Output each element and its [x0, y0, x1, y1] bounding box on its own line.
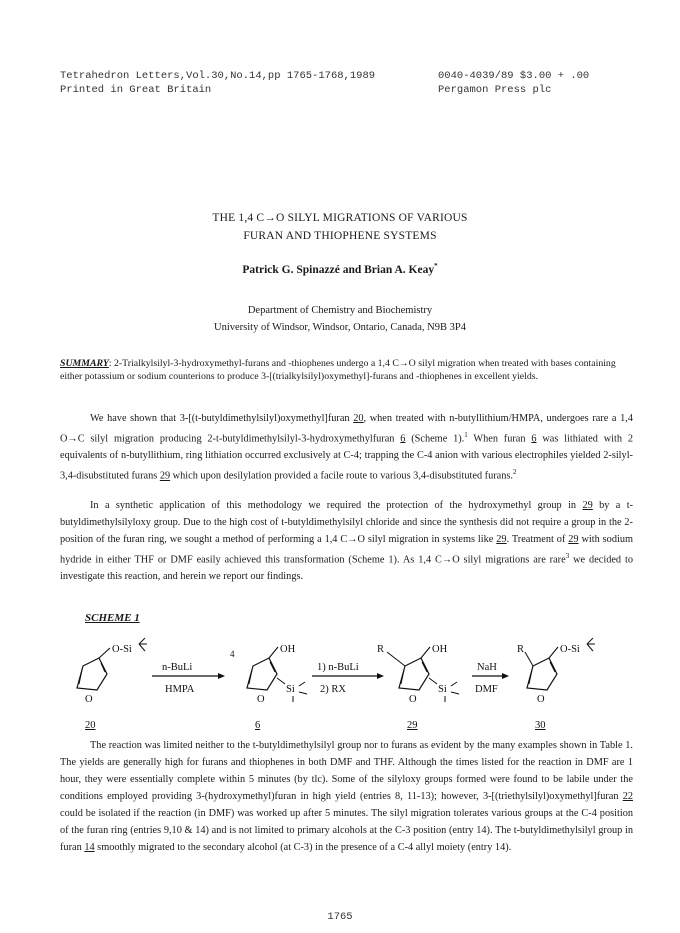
reagent-label: n-BuLi [162, 662, 193, 673]
reagent-label: HMPA [165, 684, 195, 695]
bond [429, 678, 437, 684]
bond [139, 644, 145, 651]
p2-text-c: . Treatment of [506, 534, 569, 545]
bond [451, 692, 459, 694]
p3-text-c: smoothly migrated to the secondary alcohol (at C-3) in the presence of a C-4 allyl moiety (entry 14). [94, 842, 512, 853]
reference-mark: 2 [512, 468, 517, 477]
hydroxyl-label: OH [432, 644, 448, 655]
compound-ref: 29 [159, 470, 171, 482]
page-number: 1765 [327, 911, 353, 923]
ring-oxygen: O [409, 694, 417, 705]
compound-ref: 6 [531, 433, 537, 445]
hydroxyl-label: OH [280, 644, 296, 655]
compound-number-29: 29 [407, 720, 418, 730]
body-paragraph-1 [60, 410, 633, 485]
compound-6-structure [230, 644, 307, 730]
summary-paragraph: SUMMARY: 2-Trialkylsilyl-3-hydroxymethyl-furans and -thiophenes undergo a 1,4 C→O silyl migration when treated with bases containing either potassium or sodium counterions to produce 3-[(trialkylsilyl)oxymethyl]-furans and -thiophenes in excellent yields. [60, 358, 616, 382]
reference-mark: 3 [565, 552, 570, 560]
p1-text-f: which upon desilylation provided a facile route to various 3,4-disubstituted furans. [170, 470, 513, 482]
author-line [0, 262, 680, 276]
author-1: Patrick G. Spinazzé [242, 263, 340, 276]
bond [299, 682, 305, 686]
corresponding-mark: * [434, 262, 438, 270]
compound-ref: 29 [568, 534, 579, 545]
compound-ref: 29 [496, 534, 507, 545]
reagent-label: DMF [475, 684, 498, 695]
compound-ref: 20 [353, 413, 364, 424]
bond [421, 647, 430, 658]
compound-20-structure [77, 638, 147, 730]
compound-ref: 6 [400, 433, 406, 445]
bond [549, 647, 558, 658]
bond [587, 644, 593, 651]
double-bond [422, 662, 427, 672]
summary-label: SUMMARY [60, 358, 109, 369]
p2-text-b: by a t-butyldimethylsilyloxy group. Due to the high cost of t-butyldimethylsilyl chloride and since the synthesis did not require a group in the 2-position of the furan ring, we sought a method of performing a 1,4 C→O silyl migration in systems like [60, 500, 634, 545]
substituent-r: R [377, 644, 385, 655]
bond [451, 682, 457, 686]
p2-text-e: we decided to investigate this reaction, and herein we report our findings. [60, 554, 633, 583]
p1-text-c: (Scheme 1). [405, 433, 465, 445]
bond [387, 652, 405, 666]
article-title-line2: FURAN AND THIOPHENE SYSTEMS [243, 230, 437, 242]
compound-number-30: 30 [535, 720, 546, 730]
arrowhead [377, 673, 384, 679]
substituent-r: R [517, 644, 525, 655]
reaction-arrow-2 [312, 662, 384, 695]
reagent-label: NaH [477, 662, 497, 673]
compound-ref: 22 [622, 791, 633, 802]
article-title-line1: THE 1,4 C→O SILYL MIGRATIONS OF VARIOUS [212, 212, 468, 224]
ring-oxygen: O [537, 694, 545, 705]
bond [525, 652, 533, 666]
p3-text-b: could be isolated if the reaction (in DMF) was worked up after 5 minutes. The silyl migration tolerates various groups at the C-4 position of the furan ring (entries 9,10 & 14) and is not limited to primary alcohols at the C-3 position (entry 14). The t-butyldimethylsilyl group in furan [60, 808, 633, 853]
compound-ref: 29 [582, 500, 593, 511]
bond [99, 648, 110, 658]
p1-text-b: , when treated with n-butyllithium/HMPA, undergoes rare a 1,4 O→C silyl migration producing 2-t-butyldimethylsilyl-3-hydroxymethylfuran [60, 413, 633, 445]
p2-text-a: In a synthetic application of this methodology we required the protection of the hydroxymethyl group in [90, 500, 583, 511]
issn-price: 0040-4039/89 $3.00 + .00 [438, 70, 590, 82]
p3-text-a: The reaction was limited neither to the t-butyldimethylsilyl group nor to furans as evident by the many examples shown in Table 1. The yields are generally high for furans and thiophenes in both DMF and THF. Although the times listed for the reaction in DMF are 1 hour, they were essentially complete within 5 minutes (by tlc). Some of the silyloxy groups formed were found to be labile under the conditions employed providing 3-(hydroxymethyl)furan in high yield (entries 8, 11-13); however, 3-[(triethylsilyl)oxymethyl]furan [60, 740, 633, 802]
bond [587, 638, 593, 644]
body-paragraph-3 [60, 737, 633, 856]
compound-number-20: 20 [85, 720, 96, 730]
double-bond [550, 662, 555, 672]
ring-oxygen: O [257, 694, 265, 705]
osi-label: O-Si [560, 644, 580, 655]
reaction-arrow-1 [152, 662, 225, 695]
compound-29-structure [377, 644, 459, 730]
p1-text-a: We have shown that 3-[(t-butyldimethylsilyl)oxymethyl]furan [90, 413, 354, 424]
silyl-label: Si [438, 684, 447, 695]
affiliation-university: University of Windsor, Windsor, Ontario, Canada, N9B 3P4 [214, 322, 466, 333]
reaction-arrow-3 [472, 662, 509, 695]
printed-in: Printed in Great Britain [60, 84, 212, 96]
bond [269, 647, 278, 658]
author-2: Brian A. Keay [364, 263, 435, 276]
reagent-label: 2) RX [320, 684, 346, 695]
silyl-label: Si [286, 684, 295, 695]
p1-text-e: was lithiated with 2 equivalents of n-butyllithium, ring lithiation occurred exclusively at C-4; trapping the C-4 anion with various electrophiles yielded 2-silyl-3,4-disubstituted furans [60, 433, 633, 482]
bond [299, 692, 307, 694]
bond [277, 678, 285, 684]
arrowhead [218, 673, 225, 679]
scheme-1-diagram [55, 630, 635, 730]
reagent-label: 1) n-BuLi [317, 662, 359, 673]
p2-text-d: with sodium hydride in either THF or DMF easily achieved this transformation (Scheme 1). As 1,4 C→O silyl migrations are rare [60, 534, 633, 566]
reference-mark: 1 [464, 431, 468, 439]
osi-label: O-Si [112, 644, 132, 655]
ring-oxygen: O [85, 694, 93, 705]
journal-citation: Tetrahedron Letters,Vol.30,No.14,pp 1765-1768,1989 [60, 70, 376, 82]
arrowhead [502, 673, 509, 679]
affiliation-department: Department of Chemistry and Biochemistry [247, 305, 433, 316]
compound-number-6: 6 [255, 720, 261, 730]
compound-ref: 14 [84, 842, 95, 853]
p1-text-d: When furan [467, 433, 532, 445]
bond [139, 638, 145, 644]
publisher: Pergamon Press plc [438, 84, 552, 96]
position-label: 4 [230, 649, 235, 659]
double-bond [270, 662, 275, 672]
compound-30-structure [517, 638, 595, 730]
scheme-label: SCHEME 1 [85, 612, 140, 624]
body-paragraph-2 [60, 497, 633, 585]
summary-text: 2-Trialkylsilyl-3-hydroxymethyl-furans and -thiophenes undergo a 1,4 C→O silyl migration when treated with bases containing either potassium or sodium counterions to produce 3-[(trialkylsilyl)oxymethyl]-furans and -thiophenes in excellent yields. [60, 358, 616, 382]
author-separator: and [339, 263, 365, 276]
